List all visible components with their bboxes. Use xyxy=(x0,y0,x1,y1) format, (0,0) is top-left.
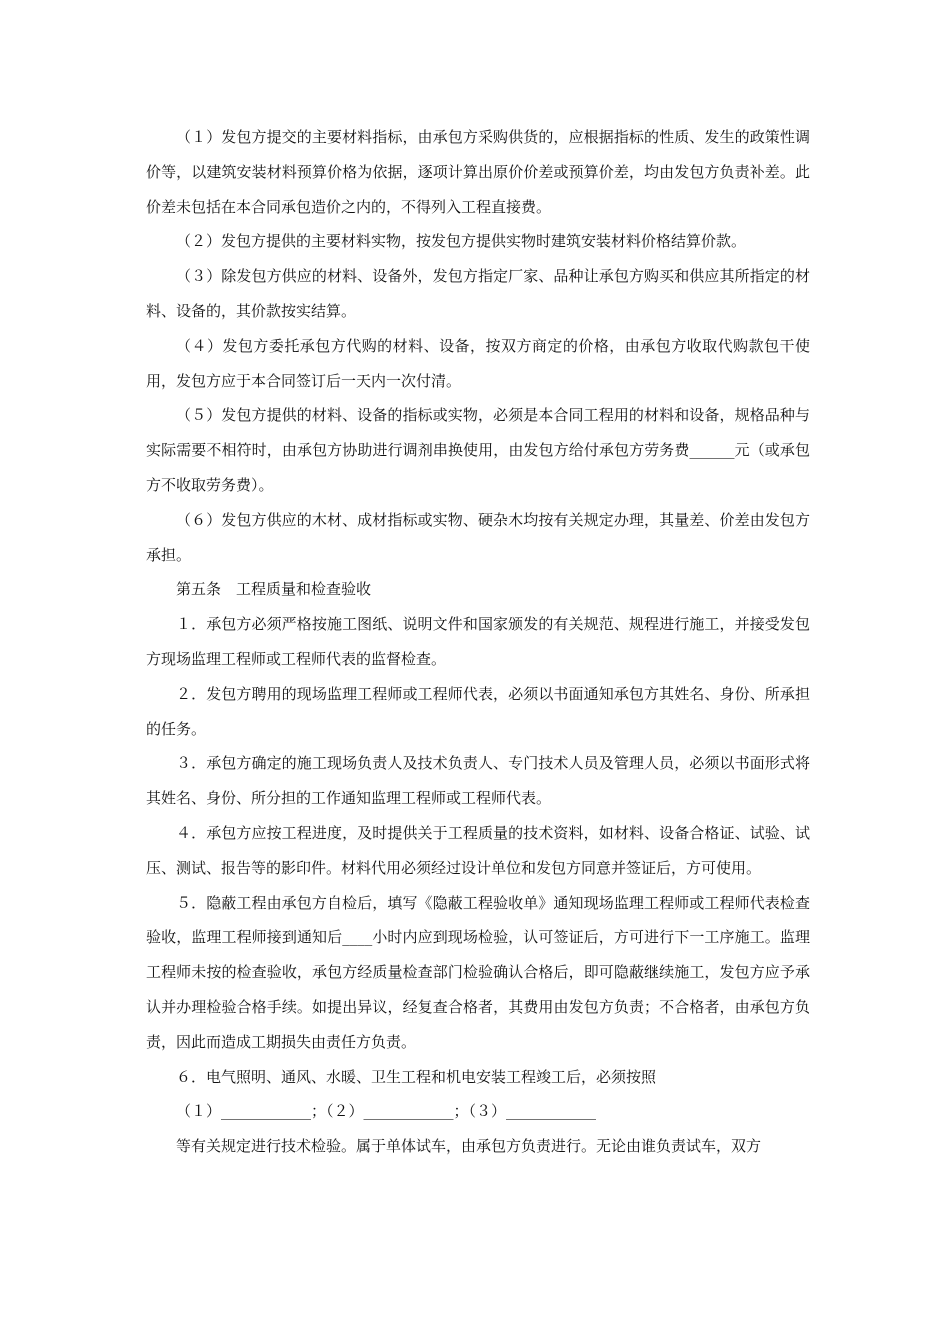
clause-item-2: ２．发包方聘用的现场监理工程师或工程师代表，必须以书面通知承包方其姓名、身份、所承担的任务。 xyxy=(146,684,810,738)
paragraph-material-supply: （２）发包方提供的主要材料实物，按发包方提供实物时建筑安装材料价格结算价款。 xyxy=(176,232,747,251)
paragraph-commissioned-purchase: （４）发包方委托承包方代购的材料、设备，按双方商定的价格，由承包方收取代购款包干使用，发包方应于本合同签订后一天内一次付清。 xyxy=(146,336,810,390)
paragraph-designated-materials: （３）除发包方供应的材料、设备外，发包方指定厂家、品种让承包方购买和供应其所指定的材料、设备的，其价款按实结算。 xyxy=(146,267,810,320)
clause-item-3: ３．承包方确定的施工现场负责人及技术负责人、专门技术人员及管理人员，必须以书面形式将其姓名、身份、所分担的工作通知监理工程师或工程师代表。 xyxy=(146,754,810,808)
paragraph-material-indicators: （１）发包方提交的主要材料指标，由承包方采购供货的，应根据指标的性质、发生的政策性调价等，以建筑安装材料预算价格为依据，逐项计算出原价价差或预算价差，均由发包方负责补差。此价差未包括在本合同承包造价之内的，不得列入工程直接费。 xyxy=(146,128,810,216)
clause-item-5: ５．隐蔽工程由承包方自检后，填写《隐蔽工程验收单》通知现场监理工程师或工程师代表检查验收，监理工程师接到通知后____小时内应到现场检验，认可签证后，方可进行下一工序施工。监理工程师未按的检查验收，承包方经质量检查部门检验确认合格后，即可隐蔽继续施工，发包方应予承认并办理检验合格手续。如提出异议，经复查合格者，其费用由发包方负责；不合格者，由承包方负责，因此而造成工期损失由责任方负责。 xyxy=(146,893,810,1051)
clause-item-4: ４．承包方应按工程进度，及时提供关于工程质量的技术资料，如材料、设备合格证、试验、试压、测试、报告等的影印件。材料代用必须经过设计单位和发包方同意并签证后，方可使用。 xyxy=(146,823,810,877)
section-heading: 第五条 工程质量和检查验收 xyxy=(176,580,372,599)
inspection-blanks-line: （１）____________；（２）____________；（３）____________ xyxy=(176,1102,597,1121)
document-body xyxy=(146,120,810,1164)
paragraph-timber-supply: （６）发包方供应的木材、成材指标或实物、硬杂木均按有关规定办理，其量差、价差由发包方承担。 xyxy=(146,510,810,564)
paragraph-material-exchange: （５）发包方提供的材料、设备的指标或实物，必须是本合同工程用的材料和设备，规格品种与实际需要不相符时，由承包方协助进行调剂串换使用，由发包方给付承包方劳务费______元（或承包方不收取劳务费）。 xyxy=(146,406,810,494)
closing-paragraph: 等有关规定进行技术检验。属于单体试车，由承包方负责进行。无论由谁负责试车，双方 xyxy=(176,1137,762,1156)
clause-item-1: １．承包方必须严格按施工图纸、说明文件和国家颁发的有关规范、规程进行施工，并接受发包方现场监理工程师或工程师代表的监督检查。 xyxy=(146,615,810,668)
clause-item-6: ６．电气照明、通风、水暖、卫生工程和机电安装工程竣工后，必须按照 xyxy=(176,1067,657,1086)
